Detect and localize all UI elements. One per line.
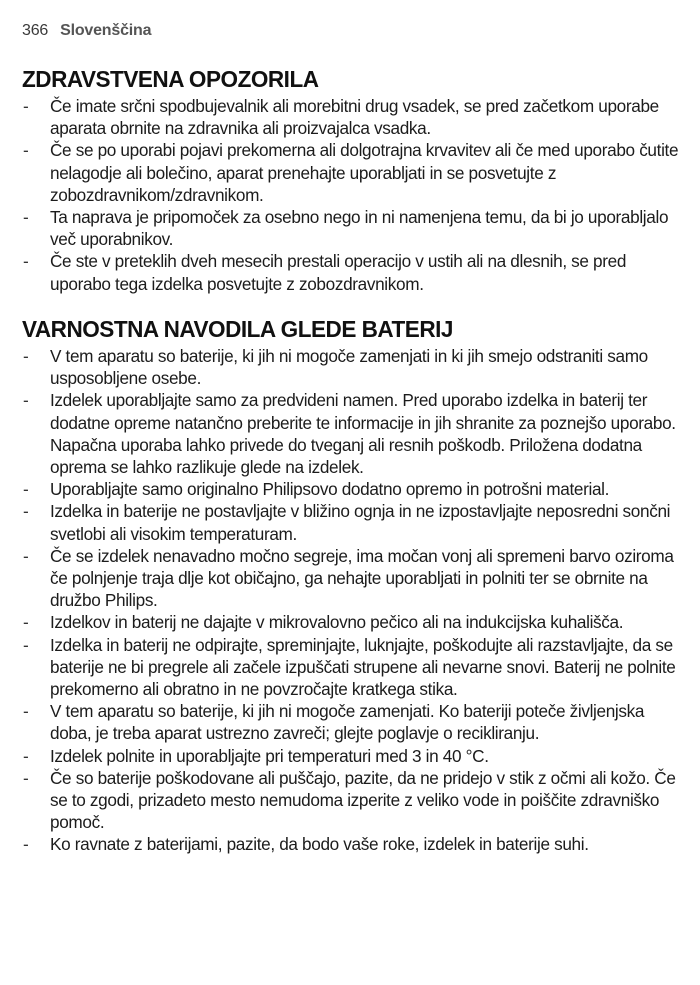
- page-language: Slovenščina: [60, 22, 152, 39]
- list-item: [22, 611, 682, 633]
- bullet-dash: -: [23, 834, 29, 855]
- list-item: [22, 545, 682, 612]
- list-item-text: Ko ravnate z baterijami, pazite, da bodo vaše roke, izdelek in baterije suhi.: [50, 834, 589, 855]
- bullet-dash: -: [23, 346, 29, 366]
- list-item-text: V tem aparatu so baterije, ki jih ni mogoče zamenjati in ki jih smejo odstraniti samo usposobljene osebe.: [50, 346, 648, 389]
- bullet-dash: -: [23, 701, 29, 722]
- bullet-dash: -: [23, 140, 29, 161]
- list-item-text: Ta naprava je pripomoček za osebno nego in ni namenjena temu, da bi jo uporabljalo več uporabnikov.: [50, 207, 669, 250]
- list-item: [22, 250, 682, 294]
- list-item: [22, 389, 682, 478]
- list-item: [22, 745, 682, 767]
- list-item: [22, 634, 682, 701]
- list-item-text: Če so baterije poškodovane ali puščajo, pazite, da ne pridejo v stik z očmi ali kožo. Če se to zgodi, prizadeto mesto nemudoma izperite z veliko vode in poiščite zdravniško pomoč.: [50, 767, 676, 833]
- list-item-text: Izdelek polnite in uporabljajte pri temperaturi med 3 in 40 °C.: [50, 745, 489, 766]
- page-number: 366: [22, 22, 49, 39]
- bullet-dash: -: [23, 545, 29, 566]
- list-item: [22, 700, 682, 744]
- bullet-dash: -: [23, 612, 29, 633]
- bullet-dash: -: [23, 207, 29, 228]
- bullet-dash: -: [23, 96, 29, 116]
- bullet-list: [22, 345, 682, 856]
- list-item: [22, 478, 682, 500]
- bullet-list: [22, 95, 682, 295]
- section-battery-safety: [22, 314, 682, 856]
- list-item: [22, 500, 682, 544]
- bullet-dash: -: [23, 767, 29, 788]
- list-item: [22, 139, 682, 206]
- section-title: VARNOSTNA NAVODILA GLEDE BATERIJ: [22, 316, 453, 342]
- bullet-dash: -: [23, 479, 29, 500]
- list-item: [22, 95, 682, 139]
- page-header: [22, 22, 151, 40]
- list-item-text: Izdelkov in baterij ne dajajte v mikrovalovno pečico ali na indukcijska kuhališča.: [50, 612, 624, 633]
- list-item-text: V tem aparatu so baterije, ki jih ni mogoče zamenjati. Ko bateriji poteče življenjska doba, je treba aparat ustrezno zavreči; glejte poglavje o recikliranju.: [50, 701, 645, 744]
- list-item-text: Izdelka in baterij ne odpirajte, spreminjajte, luknjajte, poškodujte ali razstavljajte, da se baterije ne bi pregrele ali začele izpuščati strupene ali nevarne snovi. Baterij ne polnite prekomerno ali obratno in ne povzročajte kratkega stika.: [50, 634, 676, 700]
- list-item-text: Uporabljajte samo originalno Philipsovo dodatno opremo in potrošni material.: [50, 479, 610, 500]
- list-item-text: Izdelek uporabljajte samo za predvideni namen. Pred uporabo izdelka in baterij ter dodatne opreme natančno preberite te informacije in jih shranite za poznejšo uporabo. Napačna uporaba lahko privede do tveganj ali resnih poškodb. Priložena dodatna oprema se lahko razlikuje glede na izdelek.: [50, 390, 676, 478]
- list-item-text: Izdelka in baterije ne postavljajte v bližino ognja in ne izpostavljajte neposredni sončni svetlobi ali visokim temperaturam.: [50, 501, 671, 544]
- section-health-warnings: [22, 64, 682, 295]
- bullet-dash: -: [23, 501, 29, 522]
- list-item-text: Če se izdelek nenavadno močno segreje, ima močan vonj ali spremeni barvo oziroma če polnjenje traja dlje kot običajno, ga nehajte uporabljati in polniti ter se obrnite na družbo Philips.: [50, 545, 674, 611]
- bullet-dash: -: [23, 251, 29, 272]
- bullet-dash: -: [23, 390, 29, 411]
- list-item-text: Če ste v preteklih dveh mesecih prestali operacijo v ustih ali na dlesnih, se pred uporabo tega izdelka posvetujte z zobozdravnikom.: [50, 251, 627, 294]
- list-item-text: Če imate srčni spodbujevalnik ali morebitni drug vsadek, se pred začetkom uporabe aparata obrnite na zdravnika ali proizvajalca vsadka.: [50, 96, 659, 139]
- list-item-text: Če se po uporabi pojavi prekomerna ali dolgotrajna krvavitev ali če med uporabo čutite nelagodje ali bolečino, aparat prenehajte uporabljati in se posvetujte z zobozdravnikom/zdravnikom.: [50, 140, 679, 205]
- list-item: [22, 345, 682, 389]
- bullet-dash: -: [23, 634, 29, 655]
- list-item: [22, 206, 682, 250]
- list-item: [22, 767, 682, 834]
- section-title: ZDRAVSTVENA OPOZORILA: [22, 66, 319, 92]
- bullet-dash: -: [23, 745, 29, 766]
- list-item: [22, 833, 682, 855]
